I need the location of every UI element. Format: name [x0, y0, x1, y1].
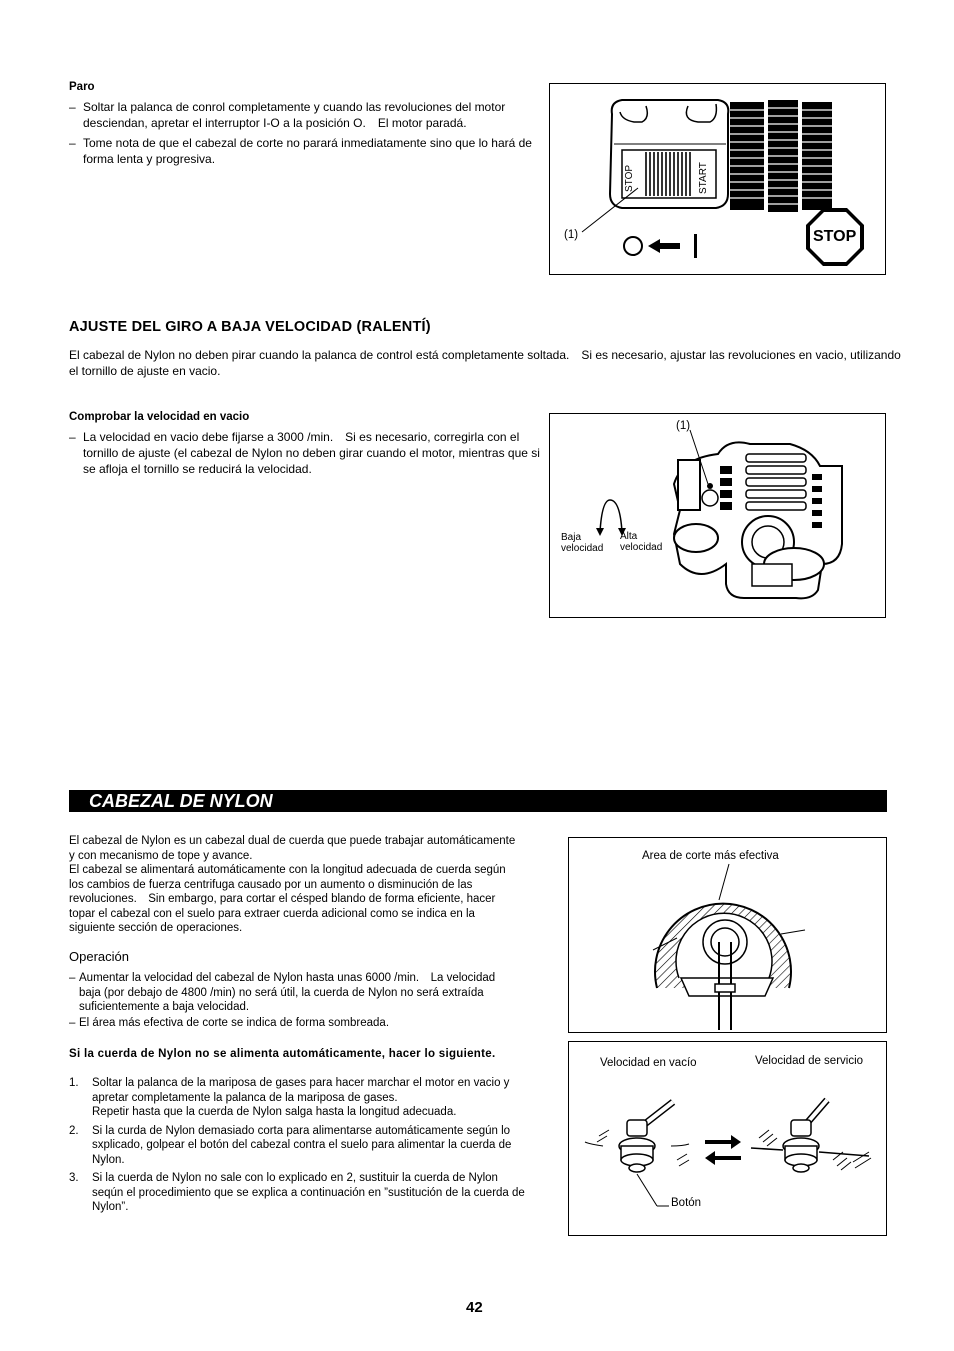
section-title-bar: [69, 790, 887, 812]
button-label: Botón: [671, 1197, 702, 1209]
stop-sign-text: STOP: [813, 228, 857, 245]
engine-illustration: [550, 414, 887, 619]
list-item: [69, 135, 541, 167]
list-item-text: La velocidad en vacio debe fijarse a 3000 /min. Si es necesario, corregirla con el tornillo de ajuste (el cabezal de Nylon no deben girar cuando el motor, mientras que si se afloja el tornillo se reducirá la velocidad.: [83, 430, 540, 476]
cutting-area-illustration: [569, 838, 888, 1034]
cutting-area-figure: [568, 837, 887, 1033]
list-item-text: Soltar la palanca de conrol completamente y cuando las revoluciones del motor desciendan, apretar el interruptor I-O a la posición O. El motor paradá.: [83, 100, 506, 130]
switch-figure: [549, 83, 886, 275]
on-bar-icon: [694, 234, 697, 258]
list-item-text: Soltar la palanca de la mariposa de gases para hacer marchar el motor en vacio y apretar completamente la palanca de la mariposa de gases. Repetir hasta que la cuerda de Nylon salga hasta la longitud adecuada.: [92, 1077, 510, 1118]
low-speed-label: Baja velocidad: [561, 532, 604, 554]
paro-heading: Paro: [69, 81, 95, 93]
off-circle-icon: [624, 237, 642, 255]
sub-heading: Comprobar la velocidad en vacio: [69, 411, 250, 423]
section-title: CABEZAL DE NYLON: [89, 791, 273, 811]
list-item: [69, 1124, 525, 1168]
list-item-text: Tome nota de que el cabezal de corte no parará inmediatamente sino que lo hará de forma lenta y progresiva.: [83, 136, 532, 166]
cabezal-intro: El cabezal de Nylon es un cabezal dual de cuerda que puede trabajar automáticamente y con mecanismo de tope y avance. El cabezal se alimentará automáticamente con la longitud adecuada de cuerda según los cambios de fuerza centrifuga causado por un aumento o disminución de las revoluciones. Sin embargo, para cortar el césped blando de forma eficiente, hacer topar el cabezal con el suelo para extraer cuerda adicional como se indica en la siguiente sección de operaciones.: [69, 835, 516, 934]
operacion-list: [69, 971, 519, 1030]
paro-list: [69, 99, 541, 167]
step-number: 2.: [69, 1124, 79, 1137]
section-heading: AJUSTE DEL GIRO A BAJA VELOCIDAD (RALENTÍ): [69, 319, 431, 335]
speed-figure: [568, 1041, 887, 1236]
list-item-text: El área más efectiva de corte se indica de forma sombreada.: [79, 1016, 390, 1029]
area-label: Area de corte más efectiva: [642, 850, 779, 862]
dash-marker: –: [69, 430, 76, 444]
warning-text: Si la cuerda de Nylon no se alimenta automáticamente, hacer lo siguiente.: [69, 1048, 496, 1060]
list-item: [69, 971, 519, 1015]
switch-icons: [550, 84, 887, 276]
steps-list: [69, 1076, 525, 1215]
step-number: 3.: [69, 1172, 79, 1184]
list-item: [69, 1016, 519, 1031]
idle-speed-label: Velocidad en vacío: [600, 1057, 697, 1069]
engine-figure: [549, 413, 886, 618]
list-item: [69, 1076, 525, 1120]
dash-marker: –: [69, 100, 76, 114]
high-speed-label: Alta velocidad: [620, 531, 663, 553]
ajuste-list: [69, 429, 541, 477]
list-item-text: Si la cuerda de Nylon no sale con lo explicado en 2, sustituir la cuerda de Nylon seqún el procedimiento que se explica a continuación en ”sustitución de la cuerda de Nylon”.: [92, 1172, 525, 1213]
callout-label: (1): [564, 229, 579, 241]
left-arrow-icon: [648, 239, 680, 253]
step-number: 1.: [69, 1077, 79, 1089]
service-speed-label: Velocidad de servicio: [755, 1055, 864, 1067]
list-item-text: Si la curda de Nylon demasiado corta para alimentarse automáticamente según lo sxplicado, golpear el botón del cabezal contra el suelo para alimentar la cuerda de Nylon.: [92, 1124, 512, 1166]
list-item: [69, 99, 541, 131]
list-item-text: Aumentar la velocidad del cabezal de Nylon hasta unas 6000 /min. La velocidad baja (por debajo de 4800 /min) no será útil, la cuerda de Nylon no será extraída suficientemente a baja velocidad.: [79, 972, 496, 1013]
left-arrow-icon: [703, 1146, 743, 1176]
dash-marker: –: [69, 136, 76, 150]
list-item: [69, 429, 541, 477]
switch-start-label: START: [698, 162, 709, 194]
dash-marker: –: [69, 1016, 76, 1029]
list-item: [69, 1171, 525, 1215]
operacion-heading: Operación: [69, 949, 129, 964]
page-number: 42: [466, 1299, 483, 1316]
callout-label: (1): [676, 420, 691, 432]
switch-stop-label: STOP: [624, 164, 635, 192]
dash-marker: –: [69, 972, 76, 984]
ajuste-paragraph: El cabezal de Nylon no deben pirar cuando la palanca de control está completamente soltada. Si es necesario, ajustar las revoluciones en vacio, utilizando el tornillo de ajuste en vacio.: [69, 348, 901, 378]
